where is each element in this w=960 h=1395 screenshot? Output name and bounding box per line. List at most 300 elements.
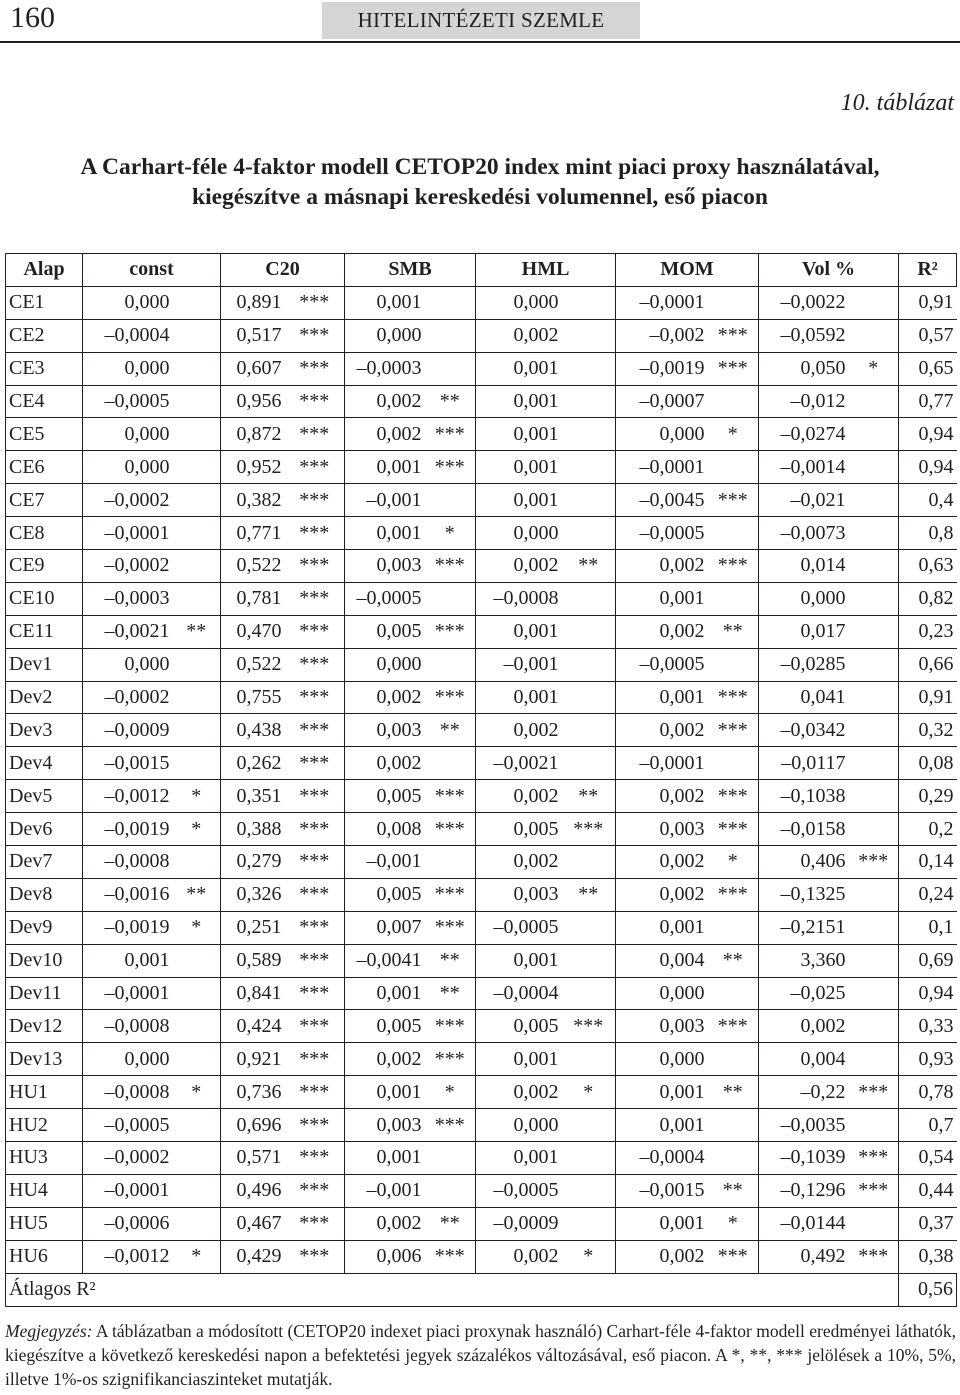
cell-c20: 0,571 [221,1142,285,1175]
cell-const-sig [173,648,221,681]
cell-hml-sig: * [562,1076,616,1109]
cell-smb: 0,000 [345,648,425,681]
cell-r2: 0,24 [899,878,957,911]
cell-hml-sig [562,319,616,352]
cell-const: –0,0002 [83,681,173,714]
cell-c20-sig: *** [285,1076,345,1109]
cell-mom: 0,002 [616,1240,708,1273]
cell-vol: –0,0073 [759,517,849,550]
cell-c20-sig: *** [285,1043,345,1076]
cell-smb-sig: *** [425,451,476,484]
cell-mom: 0,002 [616,615,708,648]
cell-c20-sig: *** [285,813,345,846]
cell-mom-sig: ** [708,615,759,648]
cell-vol-sig: *** [849,1240,899,1273]
cell-r2: 0,4 [899,484,957,517]
cell-const-sig: * [173,1240,221,1273]
table-row [6,615,957,648]
cell-const: –0,0008 [83,1010,173,1043]
cell-vol-sig [849,911,899,944]
cell-hml: –0,0009 [476,1207,562,1240]
cell-mom: –0,0005 [616,517,708,550]
cell-const-sig [173,977,221,1010]
cell-hml-sig [562,846,616,879]
cell-smb-sig [425,747,476,780]
cell-c20-sig: *** [285,681,345,714]
cell-mom-sig: *** [708,878,759,911]
cell-smb-sig [425,319,476,352]
cell-r2: 0,57 [899,319,957,352]
cell-c20-sig: *** [285,451,345,484]
cell-vol: –0,1039 [759,1142,849,1175]
cell-const-sig [173,1043,221,1076]
page-number: 160 [10,1,55,34]
table-header-row [6,254,957,287]
cell-c20: 0,351 [221,780,285,813]
cell-name: Dev12 [6,1010,83,1043]
footnote-label: Megjegyzés: [5,1321,93,1341]
cell-mom-sig: *** [708,714,759,747]
cell-smb: 0,001 [345,517,425,550]
cell-vol: 0,050 [759,352,849,385]
cell-hml-sig [562,451,616,484]
cell-hml: –0,0008 [476,582,562,615]
cell-hml-sig [562,1207,616,1240]
cell-hml-sig: *** [562,813,616,846]
table-row [6,714,957,747]
cell-vol: –0,1296 [759,1174,849,1207]
cell-r2: 0,78 [899,1076,957,1109]
cell-vol-sig [849,813,899,846]
cell-const-sig [173,418,221,451]
cell-hml-sig [562,1142,616,1175]
cell-hml: 0,001 [476,944,562,977]
cell-smb: 0,003 [345,550,425,583]
cell-c20-sig: *** [285,484,345,517]
cell-c20: 0,496 [221,1174,285,1207]
cell-const-sig: * [173,780,221,813]
cell-mom-sig [708,1142,759,1175]
cell-hml: 0,000 [476,286,562,319]
cell-const: –0,0005 [83,385,173,418]
cell-name: Dev2 [6,681,83,714]
cell-smb-sig: ** [425,714,476,747]
cell-r2: 0,91 [899,286,957,319]
cell-const: –0,0002 [83,550,173,583]
col-header-fund: Alap [6,254,83,287]
cell-hml: –0,001 [476,648,562,681]
cell-mom-sig: *** [708,813,759,846]
cell-const: –0,0009 [83,714,173,747]
cell-hml-sig [562,286,616,319]
cell-const: –0,0005 [83,1109,173,1142]
cell-vol-sig [849,1010,899,1043]
cell-const-sig [173,582,221,615]
cell-hml-sig: ** [562,550,616,583]
cell-mom: 0,000 [616,418,708,451]
cell-c20-sig: *** [285,1174,345,1207]
cell-mom: –0,0001 [616,286,708,319]
cell-c20: 0,781 [221,582,285,615]
cell-name: CE10 [6,582,83,615]
cell-vol-sig [849,484,899,517]
cell-smb: 0,002 [345,1207,425,1240]
cell-smb: –0,001 [345,1174,425,1207]
cell-c20: 0,696 [221,1109,285,1142]
cell-vol-sig [849,944,899,977]
cell-hml: –0,0005 [476,911,562,944]
cell-const: 0,000 [83,1043,173,1076]
cell-mom-sig: * [708,846,759,879]
cell-const: –0,0019 [83,911,173,944]
cell-smb: –0,0005 [345,582,425,615]
table-row [6,582,957,615]
cell-hml: 0,005 [476,1010,562,1043]
cell-mom-sig: * [708,1207,759,1240]
cell-const-sig [173,385,221,418]
cell-vol: –0,0035 [759,1109,849,1142]
cell-vol: 0,002 [759,1010,849,1043]
cell-mom-sig [708,1109,759,1142]
cell-mom-sig: *** [708,550,759,583]
cell-c20-sig: *** [285,319,345,352]
cell-mom: 0,001 [616,911,708,944]
cell-c20-sig: *** [285,286,345,319]
cell-c20-sig: *** [285,1142,345,1175]
cell-vol: –0,021 [759,484,849,517]
cell-smb: 0,002 [345,1043,425,1076]
cell-vol-sig: *** [849,846,899,879]
cell-const: –0,0004 [83,319,173,352]
col-header-c20: C20 [221,254,345,287]
cell-const: 0,000 [83,352,173,385]
cell-smb: –0,001 [345,484,425,517]
cell-mom: 0,001 [616,1109,708,1142]
cell-mom-sig: ** [708,944,759,977]
cell-hml: 0,001 [476,385,562,418]
cell-c20: 0,517 [221,319,285,352]
cell-const: 0,000 [83,418,173,451]
table-row [6,517,957,550]
cell-c20-sig: *** [285,1240,345,1273]
cell-r2: 0,77 [899,385,957,418]
cell-r2: 0,65 [899,352,957,385]
table-row [6,1207,957,1240]
col-header-const: const [83,254,221,287]
cell-vol-sig [849,385,899,418]
cell-const-sig [173,714,221,747]
cell-vol: –0,0117 [759,747,849,780]
cell-mom: –0,0007 [616,385,708,418]
cell-vol-sig [849,615,899,648]
cell-name: Dev3 [6,714,83,747]
average-value: 0,56 [899,1273,957,1306]
cell-vol-sig [849,582,899,615]
cell-vol: 0,004 [759,1043,849,1076]
cell-smb: –0,001 [345,846,425,879]
cell-c20-sig: *** [285,418,345,451]
cell-smb-sig: ** [425,1207,476,1240]
cell-name: Dev4 [6,747,83,780]
table-row [6,418,957,451]
cell-const-sig [173,286,221,319]
cell-c20: 0,279 [221,846,285,879]
cell-c20-sig: *** [285,1109,345,1142]
cell-c20-sig: *** [285,977,345,1010]
cell-c20: 0,771 [221,517,285,550]
cell-smb: 0,001 [345,1142,425,1175]
table-row [6,846,957,879]
table-row [6,1010,957,1043]
cell-smb-sig: ** [425,977,476,1010]
journal-title: HITELINTÉZETI SZEMLE [357,8,605,32]
cell-hml-sig [562,648,616,681]
cell-const: –0,0008 [83,846,173,879]
cell-mom-sig [708,648,759,681]
cell-smb-sig: *** [425,1010,476,1043]
table-row [6,1142,957,1175]
cell-hml: 0,001 [476,1043,562,1076]
cell-name: HU3 [6,1142,83,1175]
cell-smb-sig: *** [425,911,476,944]
cell-hml: 0,001 [476,418,562,451]
cell-hml-sig: ** [562,878,616,911]
cell-name: HU6 [6,1240,83,1273]
cell-r2: 0,91 [899,681,957,714]
cell-mom: 0,001 [616,1207,708,1240]
cell-r2: 0,33 [899,1010,957,1043]
cell-hml-sig [562,385,616,418]
col-header-mom: MOM [616,254,759,287]
table-row [6,352,957,385]
cell-const: –0,0021 [83,615,173,648]
cell-smb-sig: *** [425,878,476,911]
cell-vol: –0,012 [759,385,849,418]
cell-vol: –0,0285 [759,648,849,681]
cell-c20: 0,470 [221,615,285,648]
cell-const-sig [173,1109,221,1142]
cell-mom: –0,0001 [616,451,708,484]
cell-name: CE6 [6,451,83,484]
cell-hml: 0,001 [476,1142,562,1175]
cell-name: CE8 [6,517,83,550]
cell-mom: –0,0019 [616,352,708,385]
cell-const: –0,0001 [83,977,173,1010]
cell-name: CE4 [6,385,83,418]
cell-c20-sig: *** [285,714,345,747]
cell-smb: 0,002 [345,747,425,780]
cell-const-sig: * [173,813,221,846]
cell-vol-sig [849,1109,899,1142]
cell-vol-sig [849,1207,899,1240]
cell-name: HU2 [6,1109,83,1142]
cell-smb-sig: ** [425,385,476,418]
cell-c20: 0,326 [221,878,285,911]
table-row [6,1109,957,1142]
cell-r2: 0,14 [899,846,957,879]
col-header-r2: R² [899,254,957,287]
cell-const-sig [173,944,221,977]
cell-r2: 0,93 [899,1043,957,1076]
cell-r2: 0,94 [899,451,957,484]
cell-vol: 0,017 [759,615,849,648]
cell-mom: –0,0005 [616,648,708,681]
cell-smb: 0,002 [345,681,425,714]
cell-r2: 0,38 [899,1240,957,1273]
cell-hml: 0,003 [476,878,562,911]
cell-const: –0,0019 [83,813,173,846]
table-row [6,911,957,944]
cell-vol: 3,360 [759,944,849,977]
cell-hml-sig [562,944,616,977]
cell-c20: 0,607 [221,352,285,385]
cell-mom: 0,000 [616,977,708,1010]
cell-const-sig [173,1142,221,1175]
cell-c20: 0,522 [221,550,285,583]
cell-vol-sig [849,517,899,550]
cell-hml-sig [562,681,616,714]
cell-smb-sig [425,1174,476,1207]
cell-vol: –0,025 [759,977,849,1010]
table-row [6,319,957,352]
cell-smb: 0,001 [345,286,425,319]
cell-r2: 0,69 [899,944,957,977]
cell-smb-sig: *** [425,615,476,648]
cell-name: CE5 [6,418,83,451]
cell-smb-sig: *** [425,813,476,846]
cell-vol-sig [849,1043,899,1076]
cell-c20: 0,956 [221,385,285,418]
cell-smb-sig [425,582,476,615]
header-rule [0,41,960,43]
cell-hml: 0,002 [476,846,562,879]
cell-const-sig [173,319,221,352]
cell-const: –0,0002 [83,1142,173,1175]
cell-c20: 0,891 [221,286,285,319]
cell-smb: 0,008 [345,813,425,846]
cell-name: CE9 [6,550,83,583]
cell-mom: 0,002 [616,780,708,813]
cell-mom-sig: * [708,418,759,451]
cell-name: Dev11 [6,977,83,1010]
cell-r2: 0,1 [899,911,957,944]
cell-hml: 0,002 [476,714,562,747]
table-number: 10. táblázat [840,90,954,116]
cell-name: HU4 [6,1174,83,1207]
cell-smb: 0,003 [345,714,425,747]
cell-const-sig [173,550,221,583]
cell-hml-sig [562,1043,616,1076]
cell-hml: 0,001 [476,451,562,484]
table-row [6,813,957,846]
cell-mom-sig [708,517,759,550]
cell-name: CE11 [6,615,83,648]
cell-const-sig: ** [173,615,221,648]
cell-r2: 0,66 [899,648,957,681]
cell-vol: –0,0342 [759,714,849,747]
cell-smb-sig: * [425,517,476,550]
cell-smb-sig [425,286,476,319]
cell-mom: 0,002 [616,714,708,747]
cell-hml: 0,005 [476,813,562,846]
table-title-line-1: A Carhart-féle 4-faktor modell CETOP20 index mint piaci proxy használatával, [80,154,880,180]
table-row [6,944,957,977]
cell-c20-sig: *** [285,878,345,911]
cell-c20: 0,382 [221,484,285,517]
cell-r2: 0,44 [899,1174,957,1207]
cell-mom: –0,0001 [616,747,708,780]
cell-c20-sig: *** [285,582,345,615]
footnote [5,1319,956,1391]
cell-name: CE3 [6,352,83,385]
cell-smb: 0,002 [345,418,425,451]
cell-mom: –0,002 [616,319,708,352]
cell-smb: 0,005 [345,780,425,813]
cell-smb: 0,001 [345,451,425,484]
cell-c20: 0,388 [221,813,285,846]
table-row [6,550,957,583]
cell-const-sig [173,451,221,484]
cell-name: HU5 [6,1207,83,1240]
cell-c20-sig: *** [285,944,345,977]
cell-name: CE7 [6,484,83,517]
cell-mom-sig [708,911,759,944]
cell-hml-sig: ** [562,780,616,813]
cell-smb-sig [425,352,476,385]
cell-vol-sig: *** [849,1174,899,1207]
cell-mom-sig: *** [708,352,759,385]
cell-c20: 0,262 [221,747,285,780]
table-row [6,1076,957,1109]
cell-name: HU1 [6,1076,83,1109]
cell-const-sig: ** [173,878,221,911]
cell-const-sig: * [173,1076,221,1109]
cell-vol-sig [849,747,899,780]
average-row [6,1273,957,1306]
cell-hml: 0,001 [476,352,562,385]
cell-hml-sig [562,418,616,451]
cell-const: 0,000 [83,648,173,681]
cell-mom: 0,003 [616,1010,708,1043]
cell-smb: 0,005 [345,615,425,648]
cell-smb: 0,005 [345,1010,425,1043]
cell-vol: –0,0022 [759,286,849,319]
cell-vol-sig: * [849,352,899,385]
cell-hml: 0,002 [476,1240,562,1273]
table-row [6,451,957,484]
cell-mom: 0,000 [616,1043,708,1076]
cell-smb: 0,003 [345,1109,425,1142]
cell-vol: –0,2151 [759,911,849,944]
cell-name: Dev5 [6,780,83,813]
col-header-vol: Vol % [759,254,899,287]
cell-mom: 0,002 [616,550,708,583]
cell-mom: 0,003 [616,813,708,846]
cell-const: 0,001 [83,944,173,977]
table-title-line-2: kiegészítve a másnapi kereskedési volumennel, eső piacon [192,184,768,210]
cell-smb: 0,001 [345,1076,425,1109]
cell-mom-sig [708,385,759,418]
results-table [5,253,957,1307]
table-row [6,1240,957,1273]
cell-vol-sig [849,878,899,911]
cell-hml-sig [562,747,616,780]
cell-const-sig [173,1010,221,1043]
cell-smb: 0,006 [345,1240,425,1273]
cell-smb-sig: *** [425,418,476,451]
cell-r2: 0,32 [899,714,957,747]
cell-smb-sig [425,648,476,681]
